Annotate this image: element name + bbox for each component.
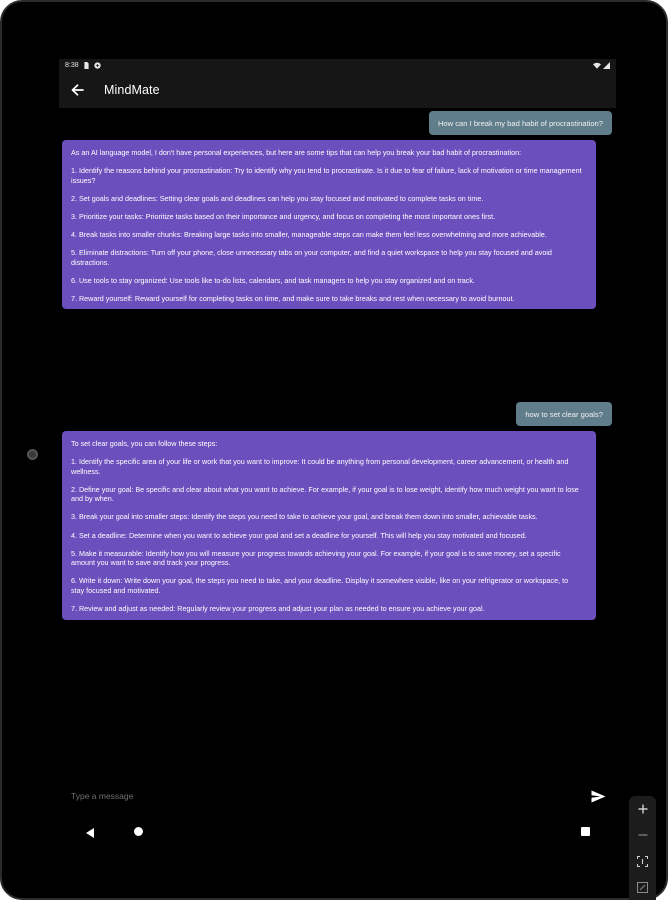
- app-title: MindMate: [104, 82, 160, 97]
- message-paragraph: 6. Write it down: Write down your goal, the steps you need to take, and your deadline. Display it somewhere visible, like on your refrigerator or workspace, to stay focused and motivated.: [71, 576, 569, 595]
- message-paragraph: 2. Set goals and deadlines: Setting clear goals and deadlines can help you stay focused and motivated to complete tasks on time.: [71, 193, 484, 203]
- wifi-icon: [593, 62, 600, 69]
- nav-home-button[interactable]: [134, 827, 143, 836]
- user-message: [429, 111, 612, 135]
- message-paragraph: 2. Define your goal: Be specific and clear about what you want to achieve. For example, if your goal is to lose weight, identify how much weight you want to lose and by when.: [71, 484, 579, 504]
- battery-icon: [603, 62, 610, 69]
- message-paragraph: To set clear goals, you can follow these steps:: [71, 439, 218, 448]
- fit-button[interactable]: [629, 848, 656, 874]
- message-paragraph: 4. Set a deadline: Determine when you want to achieve your goal and set a deadline for yourself. This will help you stay motivated and focused.: [71, 530, 527, 540]
- message-paragraph: 1. Identify the reasons behind your procrastination: Try to identify why you tend to procrastinate. Is it due to fear of failure, lack of motivation or time management issues?: [71, 166, 582, 185]
- camera-dot: [27, 449, 38, 460]
- message-paragraph: 5. Eliminate distractions: Turn off your phone, close unnecessary tabs on your computer, and find a quiet workspace to help you stay focused and avoid distractions.: [71, 248, 552, 267]
- message-input[interactable]: [71, 791, 589, 801]
- message-text: how to set clear goals?: [525, 409, 603, 419]
- arrow-left-icon: [71, 84, 84, 96]
- status-time: 8:38: [65, 61, 79, 69]
- message-text: How can I break my bad habit of procrastination?: [437, 118, 603, 128]
- message-paragraph: 7. Review and adjust as needed: Regularly review your progress and adjust your plan as needed to ensure you achieve your goal.: [71, 604, 485, 614]
- nav-back-button[interactable]: [84, 826, 96, 838]
- resize-button[interactable]: [629, 874, 656, 900]
- zoom-in-button[interactable]: [629, 796, 656, 822]
- user-message: [516, 402, 612, 426]
- zoom-out-icon: [638, 830, 648, 840]
- back-button[interactable]: [68, 81, 86, 99]
- status-bar: [59, 59, 616, 71]
- zoom-in-icon: [638, 804, 648, 814]
- navigation-bar: [59, 817, 616, 847]
- composer: [59, 781, 616, 811]
- send-button[interactable]: [589, 787, 607, 805]
- message-paragraph: 3. Break your goal into smaller steps: Identify the steps you need to take to achieve your goal, and break them down into smaller, achievable tasks.: [71, 512, 538, 522]
- app-bar: [59, 71, 616, 108]
- emulator-side-panel: [629, 796, 656, 900]
- message-paragraph: 5. Make it measurable: Identify how you will measure your progress towards achieving your goal. For example, if your goal is to save money, set a specific amount you want to save and track your progress.: [71, 548, 561, 568]
- message-paragraph: As an AI language model, I don't have personal experiences, but here are some tips that can help you break your bad habit of procrastination:: [71, 148, 522, 157]
- sim-icon: [83, 62, 90, 69]
- message-paragraph: 1. Identify the specific area of your life or work that you want to improve: It could be anything from personal development, career advancement, or health and wellness.: [71, 457, 569, 476]
- screen: [59, 59, 616, 849]
- data-saver-icon: [94, 62, 101, 69]
- bot-message: [62, 140, 596, 309]
- send-icon: [591, 790, 606, 803]
- message-paragraph: 7. Reward yourself: Reward yourself for completing tasks on time, and make sure to take breaks and rest when necessary to avoid burnout.: [71, 293, 515, 303]
- nav-back-icon: [84, 827, 96, 839]
- message-paragraph: 3. Prioritize your tasks: Prioritize tasks based on their importance and urgency, and focus on completing the most important ones first.: [71, 211, 496, 221]
- message-paragraph: 4. Break tasks into smaller chunks: Breaking large tasks into smaller, manageable steps can make them feel less overwhelming and more achievable.: [71, 229, 547, 239]
- message-paragraph: 6. Use tools to stay organized: Use tools like to-do lists, calendars, and task managers to help you stay organized and on track.: [71, 275, 475, 285]
- message-list[interactable]: [59, 108, 616, 768]
- bot-message: [62, 431, 596, 620]
- zoom-out-button[interactable]: [629, 822, 656, 848]
- fit-icon: [637, 856, 648, 867]
- nav-recents-button[interactable]: [581, 827, 590, 836]
- resize-icon: [637, 882, 648, 893]
